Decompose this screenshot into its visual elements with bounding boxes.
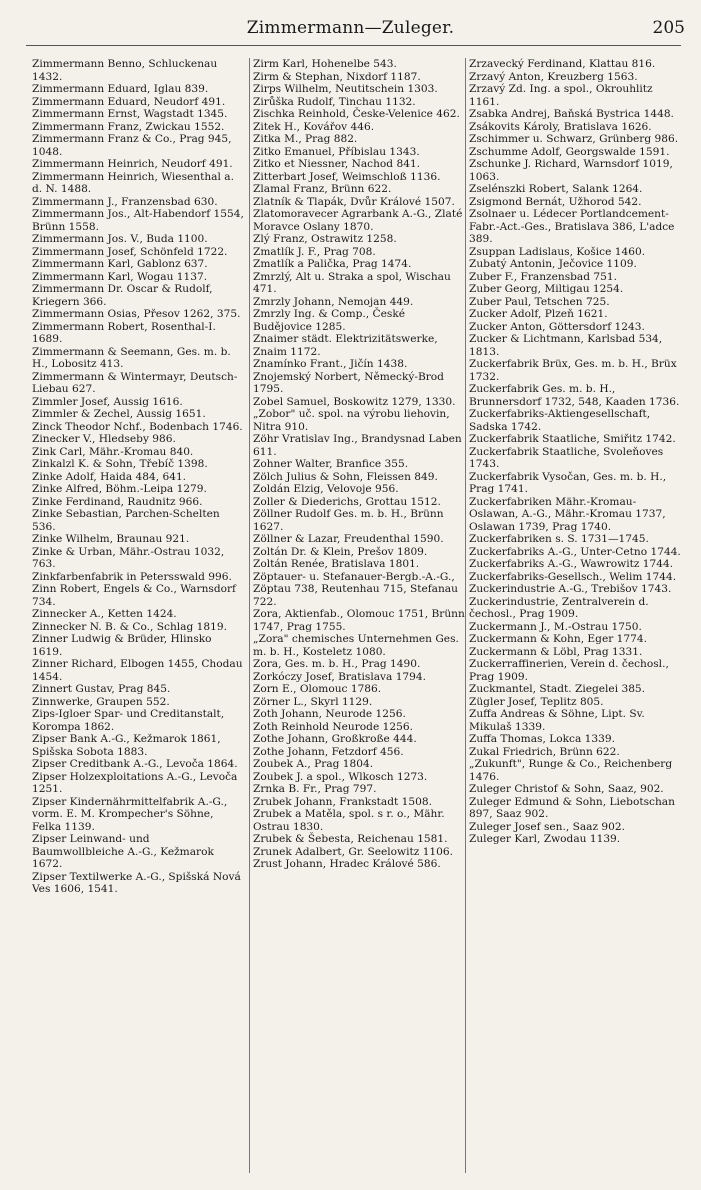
directory-entry: Zoltán Renée, Bratislava 1801. (253, 558, 420, 570)
directory-entry: Zselénszki Robert, Salank 1264. (469, 183, 643, 195)
directory-entry: Zinke Ferdinand, Raudnitz 966. (32, 495, 203, 508)
directory-entry: „Zukunft", Runge & Co., Reichenberg 1476. (469, 758, 673, 783)
directory-entry: Zimmermann Karl, Wogau 1137. (32, 270, 208, 283)
directory-entry: Zipser Bank A.-G., Kežmarok 1861, Spišska Sobota 1883. (32, 733, 221, 758)
directory-entry: Zuber Georg, Miltigau 1254. (469, 283, 624, 295)
directory-entry: Zuckerfabrik Ges. m. b. H., Brunnersdorf 1732, 548, Kaaden 1736. (469, 383, 680, 408)
directory-entry: Znaimer städt. Elektrizitätswerke, Znaim 1172. (253, 333, 438, 358)
directory-entry: Zlatník & Tlapák, Dvůr Králové 1507. (253, 195, 455, 208)
directory-entry: Zuckermann & Kohn, Eger 1774. (469, 633, 647, 645)
directory-entry: Zuckerfabriken Mähr.-Kromau-Oslawan, A.-G., Mähr.-Kromau 1737, Oslawan 1739, Prag 1740. (469, 495, 666, 533)
directory-entry: Zlý Franz, Ostrawitz 1258. (253, 233, 397, 245)
directory-entry: Zuffa Thomas, Lokca 1339. (469, 733, 615, 745)
directory-entry: Zimmermann Eduard, Iglau 839. (32, 83, 209, 95)
directory-entry: Zukal Friedrich, Brünn 622. (469, 745, 620, 758)
directory-entry: Zschunke J. Richard, Warnsdorf 1019, 1063. (469, 158, 673, 183)
page-number: 205 (652, 18, 685, 38)
directory-entry: Zubatý Antonin, Ječovice 1109. (469, 258, 637, 270)
directory-entry: Zimmermann Jos. V., Buda 1100. (32, 233, 208, 245)
directory-entry: Zügler Josef, Teplitz 805. (469, 695, 604, 708)
directory-entry: Zuckerfabriks A.-G., Unter-Cetno 1744. (469, 545, 681, 558)
directory-entry: Zoubek A., Prag 1804. (253, 758, 374, 770)
directory-entry: Zoubek J. a spol., Wlkosch 1273. (253, 770, 428, 783)
directory-entry: Zuckerindustrie A.-G., Trebišov 1743. (469, 583, 672, 595)
directory-entry: Zöptauer- u. Stefanauer-Bergb.-A.-G., Zöptau 738, Reutenhau 715, Stefanau 722. (253, 570, 458, 608)
directory-entry: Zmrzly Johann, Nemojan 449. (253, 295, 414, 308)
directory-entry: Zinecker V., Hledseby 986. (32, 433, 176, 445)
directory-entry: Zuckerindustrie, Zentralverein d. čechosl., Prag 1909. (469, 595, 649, 620)
directory-entry: Zimmermann Heinrich, Wiesenthal a. d. N. 1488. (32, 170, 234, 195)
directory-entry: Zuckerfabriks-Gesellsch., Welim 1744. (469, 570, 677, 583)
directory-entry: Zschimmer u. Schwarz, Grünberg 986. (469, 133, 679, 145)
directory-entry: Zipser Kindernährmittelfabrik A.-G., vorm. E. M. Krompecher's Söhne, Felka 1139. (32, 795, 228, 833)
directory-entry: Zuffa Andreas & Söhne, Lipt. Sv. Mikulaš 1339. (469, 708, 645, 733)
directory-entry: Zinck Theodor Nchf., Bodenbach 1746. (32, 420, 243, 433)
directory-entry: Zrubek Johann, Frankstadt 1508. (253, 795, 432, 808)
directory-entry: Zitko Emanuel, Příbislau 1343. (253, 145, 420, 158)
directory-entry: Zuckerfabrik Staatliche, Smiřitz 1742. (469, 433, 676, 445)
directory-entry: Zoltán Dr. & Klein, Prešov 1809. (253, 545, 428, 558)
directory-entry: Zirps Wilhelm, Neutitschein 1303. (253, 83, 438, 95)
directory-entry: Zinn Robert, Engels & Co., Warnsdorf 734. (32, 583, 236, 608)
directory-entry: Zsolnaer u. Lédecer Portlandcement-Fabr.-Act.-Ges., Bratislava 386, L'adce 389. (469, 208, 675, 245)
directory-entry: Zinke Adolf, Haida 484, 641. (32, 470, 187, 483)
directory-entry: Zölch Julius & Sohn, Fleissen 849. (253, 470, 438, 483)
directory-entry: Zucker Adolf, Plzeň 1621. (469, 308, 608, 320)
directory-entry: Zrzavý Zd. Ing. a spol., Okrouhlitz 1161. (469, 83, 653, 108)
directory-entry: Zimmermann Dr. Oscar & Rudolf, Kriegern 366. (32, 283, 213, 308)
directory-entry: Zuleger Josef sen., Saaz 902. (469, 820, 625, 833)
directory-entry: Zimmermann Jos., Alt-Habendorf 1554, Brünn 1558. (32, 208, 244, 233)
directory-entry: Zmrzlý, Alt u. Straka a spol, Wischau 471. (253, 270, 451, 295)
directory-entry: Zimmler Josef, Aussig 1616. (32, 395, 183, 408)
directory-entry: Zuleger Edmund & Sohn, Liebotschan 897, Saaz 902. (469, 795, 675, 820)
directory-entry: Zimmermann Eduard, Neudorf 491. (32, 95, 226, 108)
directory-entry: Zucker Anton, Göttersdorf 1243. (469, 320, 645, 333)
directory-entry: „Zora" chemisches Unternehmen Ges. m. b. H., Kosteletz 1080. (253, 633, 459, 658)
directory-entry: Zmrzly Ing. & Comp., České Budějovice 1285. (253, 308, 406, 333)
directory-entry: Zipser Leinwand- und Baumwollbleiche A.-G., Kežmarok 1672. (32, 833, 214, 870)
directory-entry: Zinke & Urban, Mähr.-Ostrau 1032, 763. (32, 545, 225, 570)
directory-entry: Zimmermann Ernst, Wagstadt 1345. (32, 108, 228, 120)
directory-entry: Zuckerfabrik Brüx, Ges. m. b. H., Brüx 1732. (469, 358, 677, 383)
directory-entry: Zimmermann Karl, Gablonz 637. (32, 258, 208, 270)
directory-entry: Zuckerfabriks A.-G., Wawrowitz 1744. (469, 558, 674, 570)
column-divider (465, 58, 466, 1173)
header-rule (26, 45, 681, 46)
column-2 (253, 58, 465, 1178)
directory-entry: Zinnecker A., Ketten 1424. (32, 608, 177, 620)
directory-entry: Zitka M., Prag 882. (253, 133, 358, 145)
directory-entry: Zimmermann Franz & Co., Prag 945, 1048. (32, 133, 232, 158)
directory-entry: Zirůška Rudolf, Tinchau 1132. (253, 95, 416, 108)
directory-entry: Zoldán Elzig, Velovoje 956. (253, 483, 399, 495)
directory-entry: Zimmermann Robert, Rosenthal-I. 1689. (32, 320, 216, 345)
directory-entry: Zuber F., Franzensbad 751. (469, 270, 617, 283)
page-title: Zimmermann—Zuleger. (246, 18, 455, 38)
directory-entry: Zothe Johann, Großkroße 444. (253, 733, 417, 745)
directory-entry: Zipser Textilwerke A.-G., Spišská Nová Ves 1606, 1541. (32, 870, 241, 895)
directory-entry: Zrubek & Šebesta, Reichenau 1581. (253, 833, 448, 845)
directory-entry: Zinnert Gustav, Prag 845. (32, 683, 171, 695)
directory-entry: Zimmermann Benno, Schluckenau 1432. (32, 58, 218, 83)
directory-entry: Zimmermann & Wintermayr, Deutsch-Liebau 627. (32, 370, 238, 395)
directory-entry: Zoth Johann, Neurode 1256. (253, 708, 406, 720)
directory-entry: Zorn E., Olomouc 1786. (253, 683, 382, 695)
directory-entry: Zischka Reinhold, Česke-Velenice 462. (253, 108, 460, 120)
column-3 (469, 58, 681, 1178)
directory-entry: Zschumme Adolf, Georgswalde 1591. (469, 145, 670, 158)
directory-entry: Zoth Reinhold Neurode 1256. (253, 720, 413, 733)
directory-entry: Zinner Richard, Elbogen 1455, Chodau 1454. (32, 658, 243, 683)
directory-entry: Zuckmantel, Stadt. Ziegelei 385. (469, 683, 646, 695)
directory-entry: Zuckerfabrik Staatliche, Svoleňoves 1743. (469, 445, 664, 470)
directory-entry: Zitek H., Kovářov 446. (253, 120, 375, 133)
directory-entry: Zörner L., Skyrl 1129. (253, 695, 373, 708)
directory-entry: Zinner Ludwig & Brüder, Hlinsko 1619. (32, 633, 212, 658)
directory-entry: Zuckerraffinerien, Verein d. čechosl., Prag 1909. (469, 658, 669, 683)
directory-entry: Zitko et Niessner, Nachod 841. (253, 158, 421, 170)
directory-entry: Zrust Johann, Hradec Králové 586. (253, 858, 441, 870)
directory-entry: Zimmermann Franz, Zwickau 1552. (32, 120, 225, 133)
directory-entry: Zöllner Rudolf Ges. m. b. H., Brünn 1627. (253, 508, 444, 533)
directory-entry: Zimmler & Zechel, Aussig 1651. (32, 408, 206, 420)
column-1 (32, 58, 244, 1178)
directory-entry: Zorkóczy Josef, Bratislava 1794. (253, 670, 427, 683)
directory-entry: Zinke Sebastian, Parchen-Schelten 536. (32, 508, 220, 533)
directory-entry: Zuckerfabrik Vysočan, Ges. m. b. H., Prag 1741. (469, 470, 667, 495)
directory-entry: Zinnwerke, Graupen 552. (32, 695, 170, 708)
directory-entry: Zuckerfabriks-Aktiengesellschaft, Sadska 1742. (469, 408, 651, 433)
directory-entry: Zothe Johann, Fetzdorf 456. (253, 745, 404, 758)
directory-entry: Zuleger Christof & Sohn, Saaz, 902. (469, 783, 664, 795)
directory-entry: Zobel Samuel, Boskowitz 1279, 1330. (253, 395, 456, 408)
directory-entry: Zsákovits Károly, Bratislava 1626. (469, 120, 652, 133)
directory-entry: Zrnka B. Fr., Prag 797. (253, 783, 377, 795)
directory-entry: Zrunek Adalbert, Gr. Seelowitz 1106. (253, 845, 454, 858)
directory-entry: Zmatlík a Palička, Prag 1474. (253, 258, 412, 270)
directory-entry: Zöhr Vratislav Ing., Brandysnad Laben 611. (253, 433, 462, 458)
directory-entry: Zuckermann J., M.-Ostrau 1750. (469, 620, 642, 633)
directory-entry: Zlamal Franz, Brünn 622. (253, 183, 392, 195)
directory-entry: „Zobor" uč. spol. na výrobu liehovin, Nitra 910. (253, 408, 450, 433)
directory-entry: Zsigmond Bernát, Užhorod 542. (469, 195, 642, 208)
directory-entry: Zinke Alfred, Böhm.-Leipa 1279. (32, 483, 207, 495)
directory-entry: Znamínko Frant., Jičín 1438. (253, 358, 408, 370)
directory-entry: Zuber Paul, Tetschen 725. (469, 295, 610, 308)
directory-entry: Zlatomoravecer Agrarbank A.-G., Zlaté Moravce Oslany 1870. (253, 208, 463, 233)
directory-entry: Zipser Holzexploitations A.-G., Levoča 1251. (32, 770, 238, 795)
directory-entry: Zrzavecký Ferdinand, Klattau 816. (469, 58, 656, 70)
directory-entry: Zohner Walter, Branfice 355. (253, 458, 409, 470)
directory-entry: Zrzavý Anton, Kreuzberg 1563. (469, 70, 638, 83)
directory-entry: Zuckerfabriken s. S. 1731—1745. (469, 533, 649, 545)
column-divider (249, 58, 250, 1173)
directory-entry: Zitterbart Josef, Weimschloß 1136. (253, 170, 441, 183)
directory-entry: Zinkfarbenfabrik in Petersswald 996. (32, 570, 232, 583)
directory-entry: Zucker & Lichtmann, Karlsbad 534, 1813. (469, 333, 663, 358)
directory-entry: Zuleger Karl, Zwodau 1139. (469, 833, 621, 845)
directory-entry: Zsuppan Ladislaus, Košice 1460. (469, 245, 646, 258)
directory-entry: Zimmermann Heinrich, Neudorf 491. (32, 158, 233, 170)
directory-entry: Zink Carl, Mähr.-Kromau 840. (32, 445, 194, 458)
directory-entry: Zoller & Diederichs, Grottau 1512. (253, 495, 441, 508)
directory-entry: Zips-Igloer Spar- und Creditanstalt, Korompa 1862. (32, 708, 225, 733)
directory-entry: Zmatlík J. F., Prag 708. (253, 245, 376, 258)
directory-entry: Zora, Ges. m. b. H., Prag 1490. (253, 658, 421, 670)
directory-entry: Znojemský Norbert, Německý-Brod 1795. (253, 370, 444, 395)
directory-entry: Zrubek a Matěla, spol. s r. o., Mähr. Ostrau 1830. (253, 808, 445, 833)
directory-entry: Zipser Creditbank A.-G., Levoča 1864. (32, 758, 238, 770)
directory-entry: Zuckermann & Löbl, Prag 1331. (469, 645, 643, 658)
directory-entry: Zsabka Andrej, Baňská Bystrica 1448. (469, 108, 674, 120)
directory-entry: Zirm Karl, Hohenelbe 543. (253, 58, 397, 70)
directory-entry: Zimmermann J., Franzensbad 630. (32, 195, 218, 208)
directory-entry: Zimmermann Josef, Schönfeld 1722. (32, 245, 228, 258)
directory-entry: Zöllner & Lazar, Freudenthal 1590. (253, 533, 444, 545)
directory-entry: Zora, Aktienfab., Olomouc 1751, Brünn 1747, Prag 1755. (253, 608, 465, 633)
directory-entry: Zimmermann Osias, Přesov 1262, 375. (32, 308, 241, 320)
directory-entry: Zinkalzl K. & Sohn, Třebíč 1398. (32, 458, 208, 470)
directory-entry: Zinnecker N. B. & Co., Schlag 1819. (32, 620, 227, 633)
directory-entry: Zinke Wilhelm, Braunau 921. (32, 533, 190, 545)
directory-entry: Zimmermann & Seemann, Ges. m. b. H., Lobositz 413. (32, 345, 231, 370)
directory-entry: Zirm & Stephan, Nixdorf 1187. (253, 70, 421, 83)
